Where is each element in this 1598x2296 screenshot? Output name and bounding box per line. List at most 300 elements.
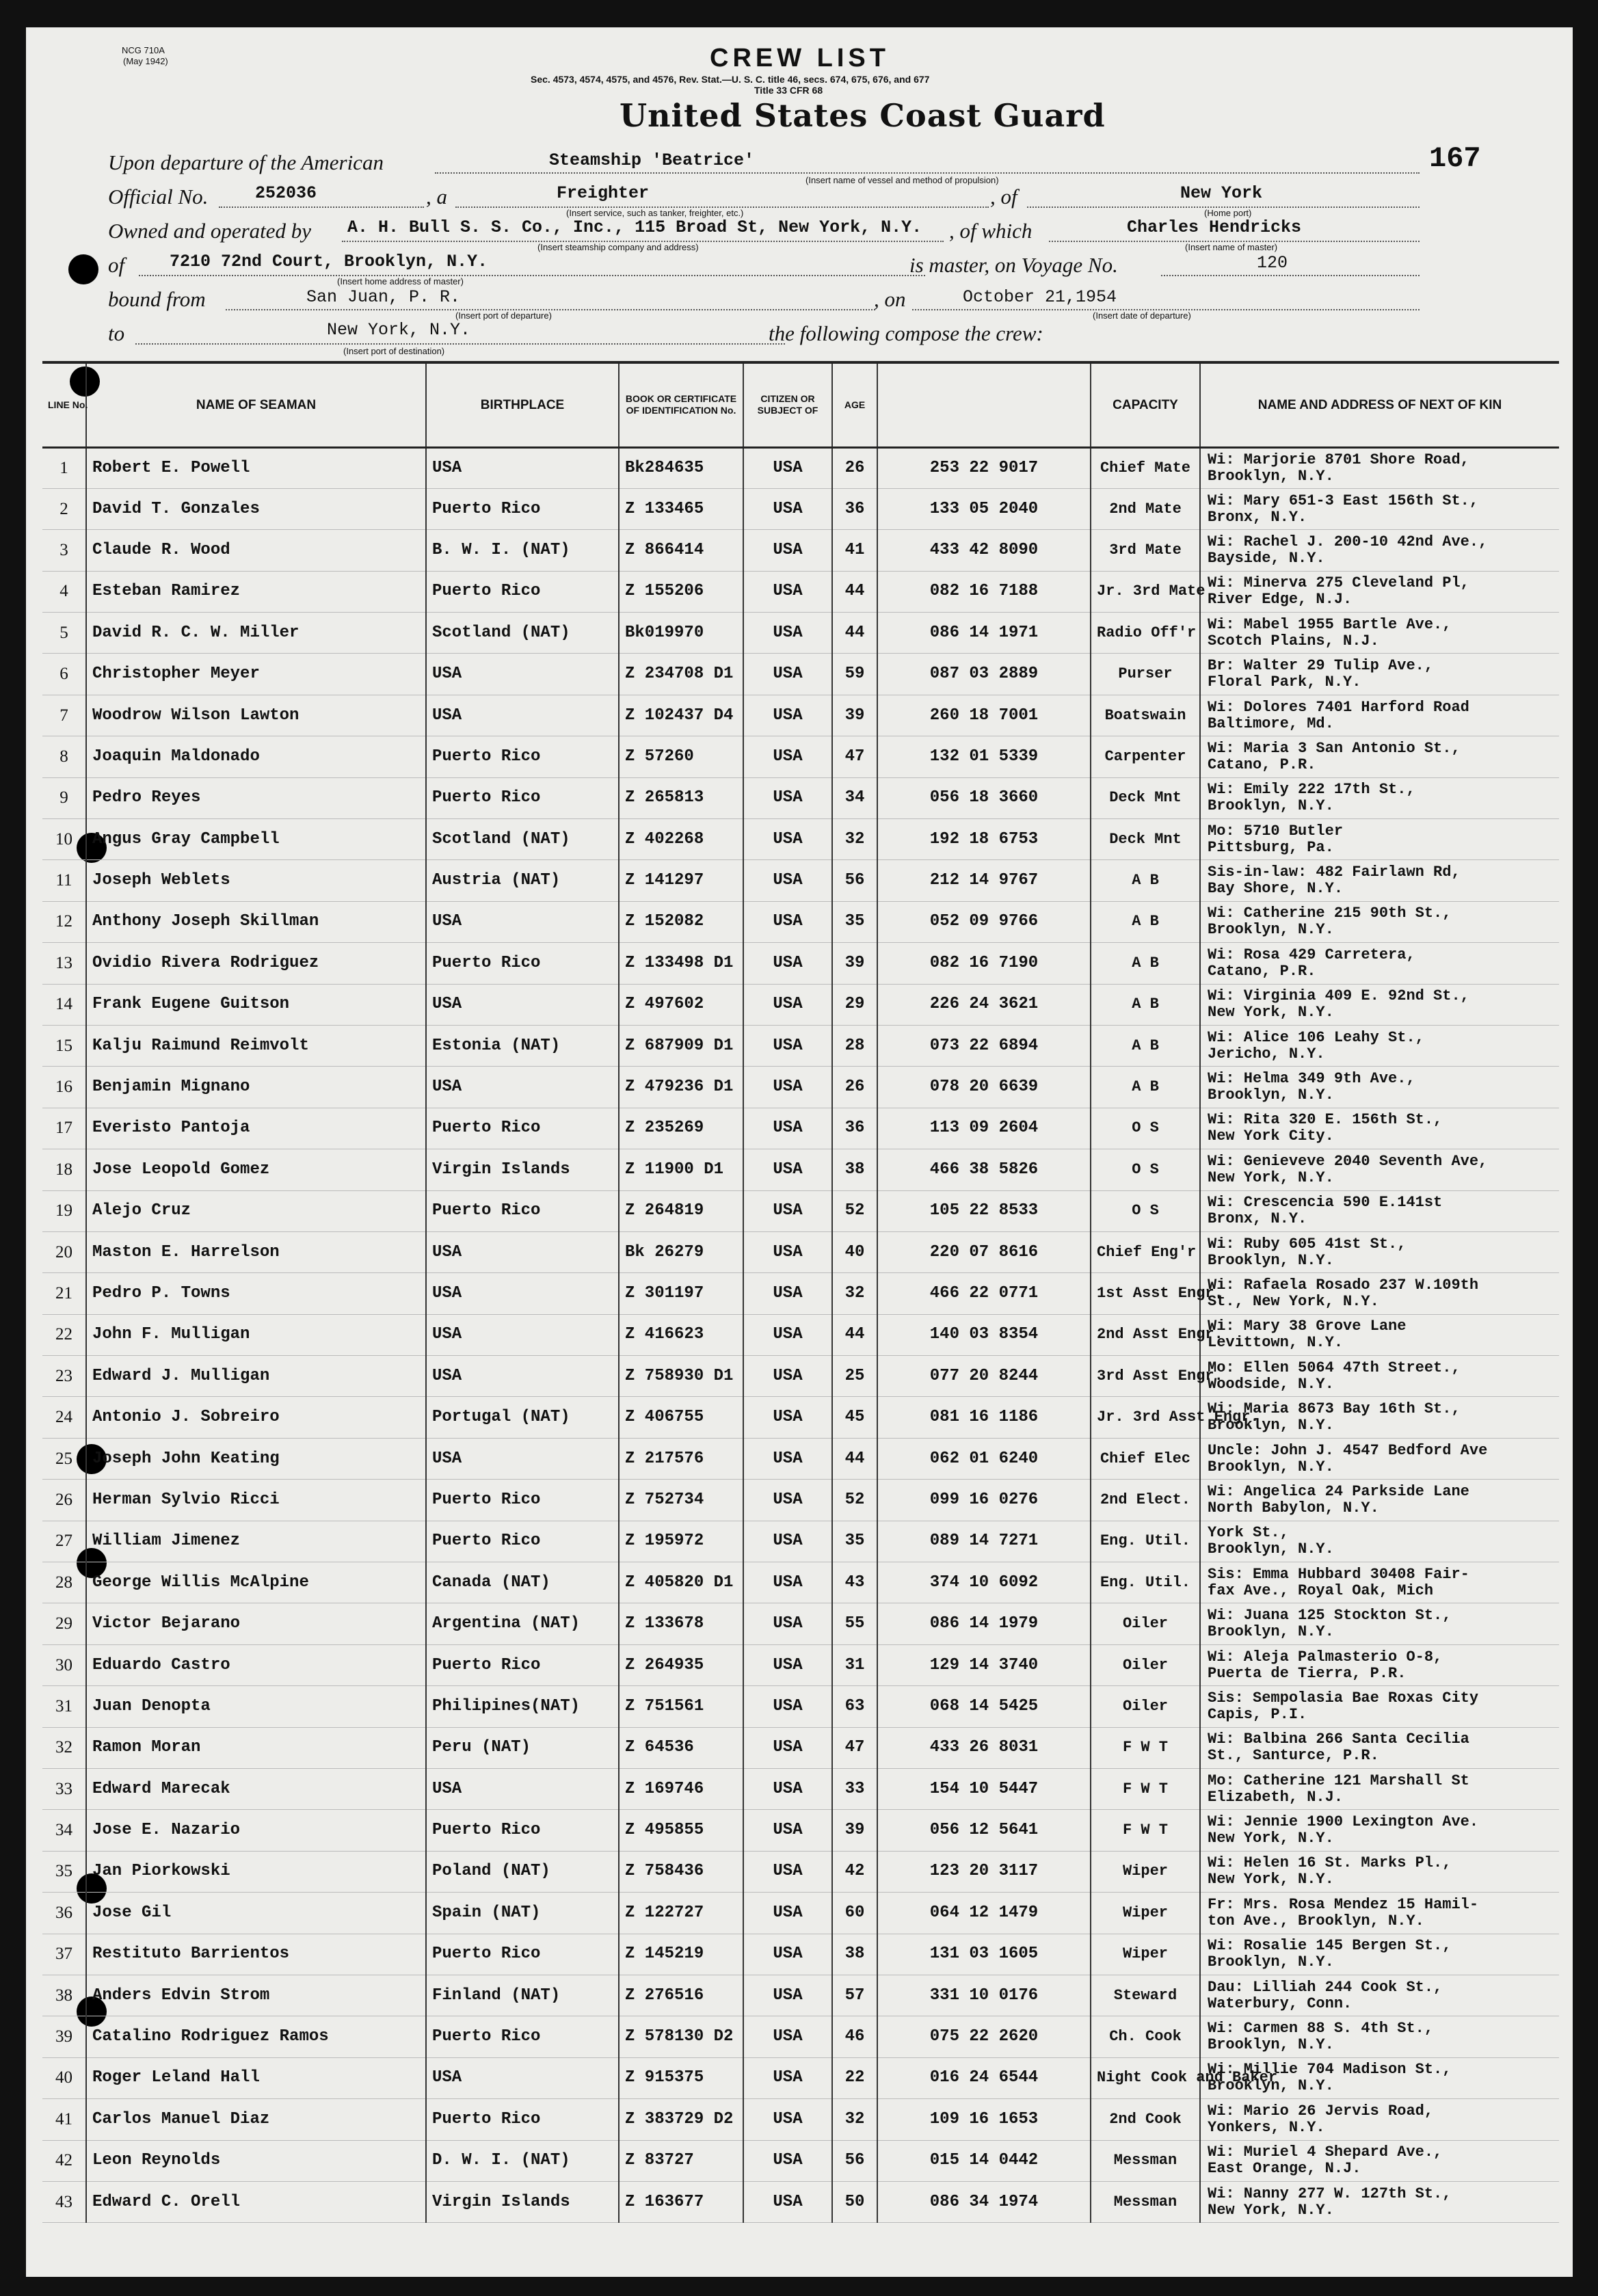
capacity: Wiper xyxy=(1091,1934,1200,1975)
social-security-number: 082 16 7188 xyxy=(877,571,1091,612)
next-of-kin-line: Brooklyn, N.Y. xyxy=(1208,2077,1334,2095)
seaman-name: Maston E. Harrelson xyxy=(86,1231,426,1272)
master-name: Charles Hendricks xyxy=(1127,217,1302,237)
certificate-number: Z 64536 xyxy=(619,1727,743,1768)
birthplace: Argentina (NAT) xyxy=(426,1603,619,1644)
seaman-name: Benjamin Mignano xyxy=(86,1067,426,1108)
age: 40 xyxy=(832,1231,877,1272)
table-row xyxy=(42,2181,1559,2222)
next-of-kin-line: Bay Shore, N.Y. xyxy=(1208,880,1344,898)
capacity: A B xyxy=(1091,860,1200,901)
age: 32 xyxy=(832,1273,877,1314)
seaman-name: Edward C. Orell xyxy=(86,2181,426,2222)
next-of-kin-line: Bronx, N.Y. xyxy=(1208,508,1307,526)
capacity: Jr. 3rd Asst Engr. xyxy=(1091,1397,1200,1438)
birthplace: Puerto Rico xyxy=(426,1480,619,1521)
seaman-name: Ovidio Rivera Rodriguez xyxy=(86,943,426,984)
birthplace: USA xyxy=(426,1314,619,1355)
table-row xyxy=(42,695,1559,736)
next-of-kin xyxy=(1200,819,1559,860)
social-security-number: 056 12 5641 xyxy=(877,1810,1091,1851)
line-number: 33 xyxy=(42,1769,86,1810)
next-of-kin-line: River Edge, N.J. xyxy=(1208,591,1353,609)
next-of-kin-line: Levittown, N.Y. xyxy=(1208,1334,1344,1352)
next-of-kin xyxy=(1200,1851,1559,1892)
vessel-name: Steamship 'Beatrice' xyxy=(549,150,755,170)
punch-hole xyxy=(68,254,98,284)
citizenship: USA xyxy=(743,1644,832,1685)
social-security-number: 212 14 9767 xyxy=(877,860,1091,901)
line-number: 12 xyxy=(42,901,86,942)
certificate-number: Z 234708 D1 xyxy=(619,654,743,695)
hint-departure-port: (Insert port of departure) xyxy=(455,310,552,321)
birthplace: USA xyxy=(426,2057,619,2098)
table-row xyxy=(42,654,1559,695)
certificate-number: Bk284635 xyxy=(619,447,743,488)
line-number: 28 xyxy=(42,1562,86,1603)
age: 50 xyxy=(832,2181,877,2222)
table-row xyxy=(42,1521,1559,1562)
birthplace: USA xyxy=(426,447,619,488)
citizenship: USA xyxy=(743,984,832,1025)
next-of-kin-line: Wi: Catherine 215 90th St., xyxy=(1208,905,1452,922)
line-number: 43 xyxy=(42,2181,86,2222)
seaman-name: Herman Sylvio Ricci xyxy=(86,1480,426,1521)
birthplace: Spain (NAT) xyxy=(426,1893,619,1934)
age: 63 xyxy=(832,1686,877,1727)
line-number: 16 xyxy=(42,1067,86,1108)
next-of-kin-line: Mo: Ellen 5064 47th Street., xyxy=(1208,1359,1461,1376)
birthplace: USA xyxy=(426,1769,619,1810)
seaman-name: Kalju Raimund Reimvolt xyxy=(86,1025,426,1066)
birthplace: Estonia (NAT) xyxy=(426,1025,619,1066)
certificate-number: Z 402268 xyxy=(619,819,743,860)
birthplace: Puerto Rico xyxy=(426,1108,619,1149)
next-of-kin-line: Wi: Rosalie 145 Bergen St., xyxy=(1208,1937,1452,1955)
age: 60 xyxy=(832,1893,877,1934)
next-of-kin-line: New York, N.Y. xyxy=(1208,1004,1334,1022)
departure-port: San Juan, P. R. xyxy=(306,287,461,307)
certificate-number: Z 122727 xyxy=(619,1893,743,1934)
next-of-kin xyxy=(1200,1562,1559,1603)
capacity: 2nd Mate xyxy=(1091,488,1200,529)
social-security-number: 077 20 8244 xyxy=(877,1356,1091,1397)
capacity: O S xyxy=(1091,1190,1200,1231)
citizenship: USA xyxy=(743,943,832,984)
capacity: Oiler xyxy=(1091,1644,1200,1685)
next-of-kin xyxy=(1200,1769,1559,1810)
age: 39 xyxy=(832,1810,877,1851)
label-official-no: Official No. xyxy=(108,185,209,209)
next-of-kin-line: Brooklyn, N.Y. xyxy=(1208,2036,1334,2054)
capacity: Chief Eng'r xyxy=(1091,1231,1200,1272)
citizenship: USA xyxy=(743,1727,832,1768)
age: 46 xyxy=(832,2016,877,2057)
citizenship: USA xyxy=(743,1521,832,1562)
social-security-number: 086 14 1979 xyxy=(877,1603,1091,1644)
age: 32 xyxy=(832,2099,877,2140)
table-row xyxy=(42,1934,1559,1975)
certificate-number: Z 752734 xyxy=(619,1480,743,1521)
birthplace: Puerto Rico xyxy=(426,1810,619,1851)
next-of-kin xyxy=(1200,860,1559,901)
age: 25 xyxy=(832,1356,877,1397)
age: 26 xyxy=(832,447,877,488)
seaman-name: Edward Marecak xyxy=(86,1769,426,1810)
social-security-number: 220 07 8616 xyxy=(877,1231,1091,1272)
social-security-number: 374 10 6092 xyxy=(877,1562,1091,1603)
table-row xyxy=(42,571,1559,612)
birthplace: Puerto Rico xyxy=(426,943,619,984)
hint-master-address: (Insert home address of master) xyxy=(337,276,464,286)
capacity: F W T xyxy=(1091,1810,1200,1851)
certificate-number: Z 758436 xyxy=(619,1851,743,1892)
citizenship: USA xyxy=(743,613,832,654)
line-number: 37 xyxy=(42,1934,86,1975)
capacity: Chief Mate xyxy=(1091,447,1200,488)
birthplace: Virgin Islands xyxy=(426,2181,619,2222)
next-of-kin-line: Wi: Emily 222 17th St., xyxy=(1208,781,1415,799)
social-security-number: 099 16 0276 xyxy=(877,1480,1091,1521)
departure-date: October 21,1954 xyxy=(963,287,1117,307)
table-row xyxy=(42,984,1559,1025)
age: 41 xyxy=(832,530,877,571)
certificate-number: Z 264819 xyxy=(619,1190,743,1231)
next-of-kin-line: Brooklyn, N.Y. xyxy=(1208,921,1334,939)
table-row xyxy=(42,1810,1559,1851)
social-security-number: 081 16 1186 xyxy=(877,1397,1091,1438)
citizenship: USA xyxy=(743,1851,832,1892)
table-row xyxy=(42,447,1559,488)
label-of-which: , of which xyxy=(949,219,1033,243)
next-of-kin-line: New York, N.Y. xyxy=(1208,1830,1334,1847)
certificate-number: Z 145219 xyxy=(619,1934,743,1975)
next-of-kin-line: Wi: Rosa 429 Carretera, xyxy=(1208,946,1415,963)
next-of-kin-line: Catano, P.R. xyxy=(1208,962,1316,980)
table-row xyxy=(42,1397,1559,1438)
next-of-kin-line: New York, N.Y. xyxy=(1208,1169,1334,1186)
citizenship: USA xyxy=(743,860,832,901)
seaman-name: Restituto Barrientos xyxy=(86,1934,426,1975)
social-security-number: 433 42 8090 xyxy=(877,530,1091,571)
social-security-number: 331 10 0176 xyxy=(877,1975,1091,2016)
certificate-number: Z 866414 xyxy=(619,530,743,571)
crew-table-body xyxy=(42,447,1559,2223)
next-of-kin xyxy=(1200,1934,1559,1975)
capacity: 3rd Asst Engr. xyxy=(1091,1356,1200,1397)
certificate-number: Z 133498 D1 xyxy=(619,943,743,984)
line-number: 41 xyxy=(42,2099,86,2140)
age: 44 xyxy=(832,613,877,654)
capacity: F W T xyxy=(1091,1727,1200,1768)
next-of-kin-line: Brooklyn, N.Y. xyxy=(1208,797,1334,815)
capacity: 1st Asst Engr. xyxy=(1091,1273,1200,1314)
next-of-kin-line: Baltimore, Md. xyxy=(1208,715,1334,732)
birthplace: Canada (NAT) xyxy=(426,1562,619,1603)
seaman-name: Jose Leopold Gomez xyxy=(86,1149,426,1190)
citizenship: USA xyxy=(743,488,832,529)
seaman-name: William Jimenez xyxy=(86,1521,426,1562)
social-security-number: 105 22 8533 xyxy=(877,1190,1091,1231)
line-number: 10 xyxy=(42,819,86,860)
line-number: 22 xyxy=(42,1314,86,1355)
certificate-number: Z 578130 D2 xyxy=(619,2016,743,2057)
next-of-kin-line: East Orange, N.J. xyxy=(1208,2160,1361,2178)
capacity: Wiper xyxy=(1091,1851,1200,1892)
next-of-kin-line: Brooklyn, N.Y. xyxy=(1208,467,1334,485)
social-security-number: 154 10 5447 xyxy=(877,1769,1091,1810)
label-upon-departure: Upon departure of the American xyxy=(108,150,384,174)
seaman-name: Frank Eugene Guitson xyxy=(86,984,426,1025)
social-security-number: 016 24 6544 xyxy=(877,2057,1091,2098)
age: 43 xyxy=(832,1562,877,1603)
certificate-number: Z 163677 xyxy=(619,2181,743,2222)
citizenship: USA xyxy=(743,1356,832,1397)
birthplace: Scotland (NAT) xyxy=(426,613,619,654)
line-number: 31 xyxy=(42,1686,86,1727)
social-security-number: 062 01 6240 xyxy=(877,1438,1091,1479)
social-security-number: 113 09 2604 xyxy=(877,1108,1091,1149)
birthplace: Scotland (NAT) xyxy=(426,819,619,860)
seaman-name: David T. Gonzales xyxy=(86,488,426,529)
page-number: 167 xyxy=(1429,142,1481,175)
table-row xyxy=(42,860,1559,901)
next-of-kin-line: Brooklyn, N.Y. xyxy=(1208,1086,1334,1104)
table-row xyxy=(42,1025,1559,1066)
seaman-name: Alejo Cruz xyxy=(86,1190,426,1231)
table-row xyxy=(42,1438,1559,1479)
next-of-kin xyxy=(1200,2099,1559,2140)
next-of-kin-line: Sis-in-law: 482 Fairlawn Rd, xyxy=(1208,864,1461,881)
next-of-kin-line: Catano, P.R. xyxy=(1208,756,1316,773)
next-of-kin-line: Brooklyn, N.Y. xyxy=(1208,1417,1334,1434)
birthplace: Puerto Rico xyxy=(426,2099,619,2140)
next-of-kin-line: New York, N.Y. xyxy=(1208,1871,1334,1888)
next-of-kin-line: York St., xyxy=(1208,1524,1289,1542)
next-of-kin-line: Wi: Nanny 277 W. 127th St., xyxy=(1208,2185,1452,2202)
birthplace: Puerto Rico xyxy=(426,1644,619,1685)
next-of-kin-line: Bayside, N.Y. xyxy=(1208,549,1325,567)
next-of-kin-line: Wi: Maria 3 San Antonio St., xyxy=(1208,739,1461,757)
citizenship: USA xyxy=(743,1603,832,1644)
capacity: Jr. 3rd Mate xyxy=(1091,571,1200,612)
line-number: 20 xyxy=(42,1231,86,1272)
next-of-kin xyxy=(1200,1397,1559,1438)
certificate-number: Bk019970 xyxy=(619,613,743,654)
citizenship: USA xyxy=(743,1108,832,1149)
certificate-number: Z 276516 xyxy=(619,1975,743,2016)
hint-company: (Insert steamship company and address) xyxy=(537,242,699,252)
seaman-name: Jose Gil xyxy=(86,1893,426,1934)
table-row xyxy=(42,1314,1559,1355)
next-of-kin-line: Wi: Jennie 1900 Lexington Ave. xyxy=(1208,1813,1479,1831)
next-of-kin-line: Fr: Mrs. Rosa Mendez 15 Hamil- xyxy=(1208,1895,1479,1913)
next-of-kin-line: Wi: Rita 320 E. 156th St., xyxy=(1208,1111,1443,1129)
birthplace: USA xyxy=(426,1273,619,1314)
next-of-kin xyxy=(1200,1108,1559,1149)
line-number: 17 xyxy=(42,1108,86,1149)
label-following: the following compose the crew: xyxy=(769,321,1043,345)
certificate-number: Z 102437 D4 xyxy=(619,695,743,736)
label-on: , on xyxy=(874,287,906,311)
table-row xyxy=(42,530,1559,571)
next-of-kin xyxy=(1200,1067,1559,1108)
seaman-name: Anthony Joseph Skillman xyxy=(86,901,426,942)
citizenship: USA xyxy=(743,777,832,818)
next-of-kin-line: Wi: Millie 704 Madison St., xyxy=(1208,2061,1452,2079)
header-blank xyxy=(877,362,1091,447)
line-number: 42 xyxy=(42,2140,86,2181)
capacity: A B xyxy=(1091,1025,1200,1066)
next-of-kin-line: Wi: Maria 8673 Bay 16th St., xyxy=(1208,1400,1461,1418)
table-row xyxy=(42,2057,1559,2098)
label-bound-from: bound from xyxy=(108,287,206,311)
next-of-kin-line: Yonkers, N.Y. xyxy=(1208,2118,1325,2136)
seaman-name: Victor Bejarano xyxy=(86,1603,426,1644)
next-of-kin xyxy=(1200,2016,1559,2057)
capacity: Deck Mnt xyxy=(1091,819,1200,860)
capacity: 2nd Elect. xyxy=(1091,1480,1200,1521)
next-of-kin xyxy=(1200,1686,1559,1727)
table-row xyxy=(42,2140,1559,2181)
next-of-kin-line: Pittsburg, Pa. xyxy=(1208,838,1334,856)
certificate-number: Z 495855 xyxy=(619,1810,743,1851)
next-of-kin xyxy=(1200,943,1559,984)
next-of-kin xyxy=(1200,2057,1559,2098)
table-row xyxy=(42,1190,1559,1231)
social-security-number: 089 14 7271 xyxy=(877,1521,1091,1562)
social-security-number: 087 03 2889 xyxy=(877,654,1091,695)
next-of-kin-line: Jericho, N.Y. xyxy=(1208,1045,1325,1063)
certificate-number: Z 406755 xyxy=(619,1397,743,1438)
table-row xyxy=(42,1231,1559,1272)
certificate-number: Z 479236 D1 xyxy=(619,1067,743,1108)
capacity: F W T xyxy=(1091,1769,1200,1810)
birthplace: USA xyxy=(426,984,619,1025)
hint-master-name: (Insert name of master) xyxy=(1185,242,1278,252)
citizenship: USA xyxy=(743,1231,832,1272)
seaman-name: Esteban Ramirez xyxy=(86,571,426,612)
next-of-kin-line: fax Ave., Royal Oak, Mich xyxy=(1208,1581,1434,1599)
birthplace: Peru (NAT) xyxy=(426,1727,619,1768)
citizenship: USA xyxy=(743,1562,832,1603)
citizenship: USA xyxy=(743,447,832,488)
statute-reference: Sec. 4573, 4574, 4575, and 4576, Rev. Stat.—U. S. C. title 46, secs. 674, 675, 676, and 677 xyxy=(531,74,930,85)
line-number: 29 xyxy=(42,1603,86,1644)
birthplace: USA xyxy=(426,901,619,942)
hint-destination: (Insert port of destination) xyxy=(343,346,445,356)
next-of-kin-line: Sis: Sempolasia Bae Roxas City xyxy=(1208,1689,1479,1707)
capacity: Messman xyxy=(1091,2140,1200,2181)
social-security-number: 129 14 3740 xyxy=(877,1644,1091,1685)
next-of-kin xyxy=(1200,1025,1559,1066)
next-of-kin-line: Mo: Catherine 121 Marshall St xyxy=(1208,1772,1469,1789)
capacity: 2nd Asst Engr. xyxy=(1091,1314,1200,1355)
seaman-name: Christopher Meyer xyxy=(86,654,426,695)
next-of-kin xyxy=(1200,530,1559,571)
table-row xyxy=(42,1480,1559,1521)
line-number: 6 xyxy=(42,654,86,695)
birthplace: Puerto Rico xyxy=(426,2016,619,2057)
seaman-name: Woodrow Wilson Lawton xyxy=(86,695,426,736)
line-number: 36 xyxy=(42,1893,86,1934)
next-of-kin xyxy=(1200,1273,1559,1314)
certificate-number: Z 758930 D1 xyxy=(619,1356,743,1397)
seaman-name: Juan Denopta xyxy=(86,1686,426,1727)
next-of-kin xyxy=(1200,1975,1559,2016)
social-security-number: 466 22 0771 xyxy=(877,1273,1091,1314)
next-of-kin xyxy=(1200,736,1559,777)
table-row xyxy=(42,1769,1559,1810)
official-number: 252036 xyxy=(255,183,317,203)
capacity: 3rd Mate xyxy=(1091,530,1200,571)
age: 52 xyxy=(832,1190,877,1231)
social-security-number: 253 22 9017 xyxy=(877,447,1091,488)
age: 38 xyxy=(832,1934,877,1975)
table-row xyxy=(42,2099,1559,2140)
capacity: A B xyxy=(1091,943,1200,984)
certificate-number: Z 383729 D2 xyxy=(619,2099,743,2140)
seaman-name: Antonio J. Sobreiro xyxy=(86,1397,426,1438)
certificate-number: Z 265813 xyxy=(619,777,743,818)
seaman-name: Catalino Rodriguez Ramos xyxy=(86,2016,426,2057)
destination-port: New York, N.Y. xyxy=(327,320,471,340)
seaman-name: Joseph Weblets xyxy=(86,860,426,901)
table-row xyxy=(42,488,1559,529)
seaman-name: David R. C. W. Miller xyxy=(86,613,426,654)
social-security-number: 086 34 1974 xyxy=(877,2181,1091,2222)
next-of-kin-line: Dau: Lilliah 244 Cook St., xyxy=(1208,1978,1443,1996)
birthplace: USA xyxy=(426,1231,619,1272)
hint-vessel: (Insert name of vessel and method of propulsion) xyxy=(805,175,999,185)
next-of-kin-line: Wi: Mario 26 Jervis Road, xyxy=(1208,2102,1434,2120)
next-of-kin-line: North Babylon, N.Y. xyxy=(1208,1499,1379,1517)
social-security-number: 056 18 3660 xyxy=(877,777,1091,818)
next-of-kin-line: Waterbury, Conn. xyxy=(1208,1994,1353,2012)
label-to: to xyxy=(108,321,125,345)
next-of-kin xyxy=(1200,1603,1559,1644)
next-of-kin-line: St., Santurce, P.R. xyxy=(1208,1747,1379,1765)
next-of-kin xyxy=(1200,777,1559,818)
citizenship: USA xyxy=(743,1397,832,1438)
age: 52 xyxy=(832,1480,877,1521)
citizenship: USA xyxy=(743,1893,832,1934)
table-row xyxy=(42,1603,1559,1644)
next-of-kin-line: Uncle: John J. 4547 Bedford Ave xyxy=(1208,1441,1488,1459)
next-of-kin xyxy=(1200,1314,1559,1355)
next-of-kin-line: Brooklyn, N.Y. xyxy=(1208,1251,1334,1269)
citizenship: USA xyxy=(743,571,832,612)
next-of-kin xyxy=(1200,1190,1559,1231)
next-of-kin xyxy=(1200,1480,1559,1521)
next-of-kin-line: St., New York, N.Y. xyxy=(1208,1293,1379,1310)
table-row xyxy=(42,1067,1559,1108)
capacity: O S xyxy=(1091,1149,1200,1190)
age: 56 xyxy=(832,860,877,901)
next-of-kin-line: Wi: Carmen 88 S. 4th St., xyxy=(1208,2020,1434,2038)
citizenship: USA xyxy=(743,819,832,860)
line-number: 18 xyxy=(42,1149,86,1190)
next-of-kin-line: Puerta de Tierra, P.R. xyxy=(1208,1664,1407,1682)
citizenship: USA xyxy=(743,2099,832,2140)
seaman-name: Robert E. Powell xyxy=(86,447,426,488)
certificate-number: Z 235269 xyxy=(619,1108,743,1149)
social-security-number: 073 22 6894 xyxy=(877,1025,1091,1066)
certificate-number: Z 687909 D1 xyxy=(619,1025,743,1066)
next-of-kin-line: Floral Park, N.Y. xyxy=(1208,673,1361,691)
citizenship: USA xyxy=(743,2057,832,2098)
label-of-2: of xyxy=(108,253,125,277)
